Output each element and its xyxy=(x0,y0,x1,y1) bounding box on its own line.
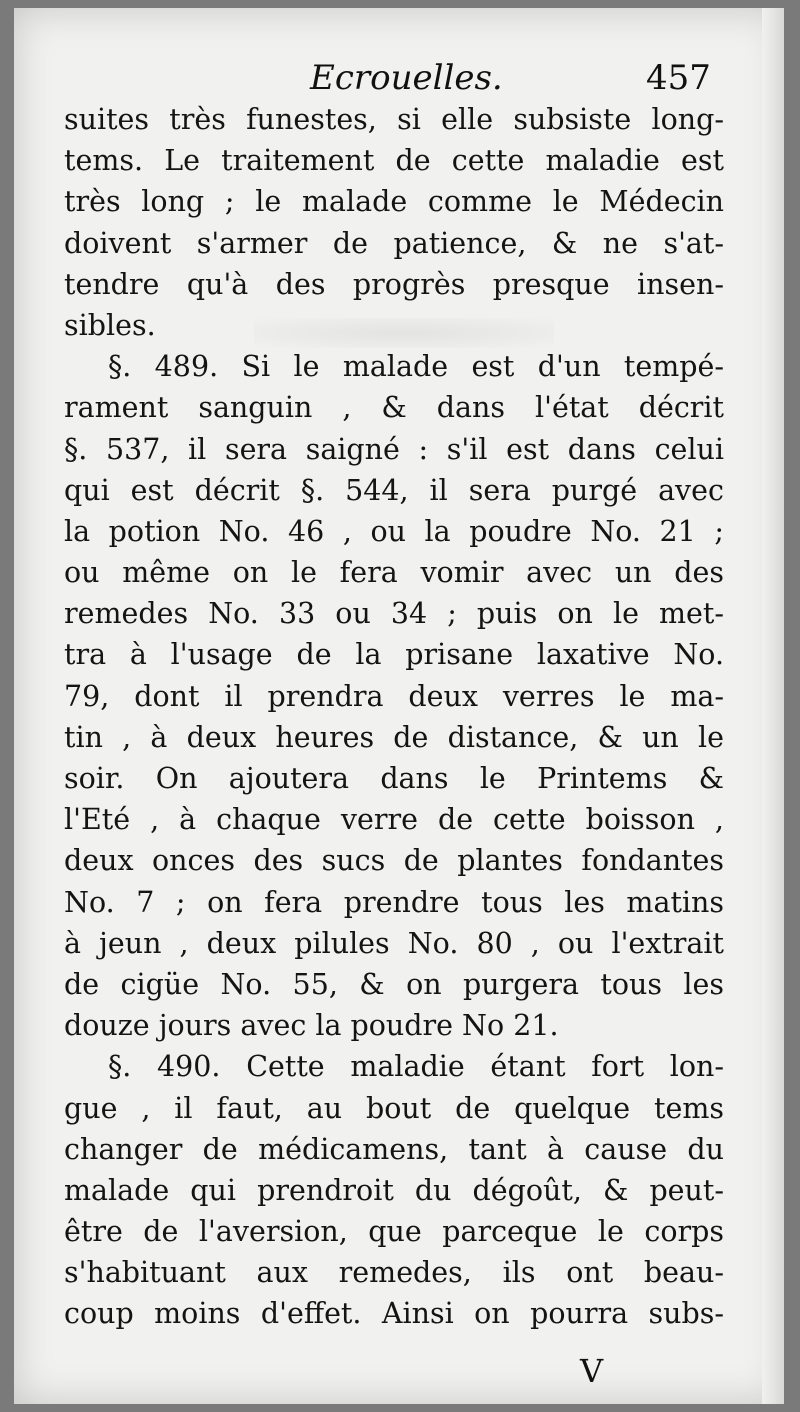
text-line: sibles. xyxy=(64,308,156,342)
text-line: douze jours avec la poudre No 21. xyxy=(64,1009,559,1043)
text-line: gue , il faut, au bout de quelque tems xyxy=(64,1091,724,1125)
text-line: rament sanguin , & dans l'état décrit xyxy=(64,391,724,425)
text-line: l'Eté , à chaque verre de cette boisson , xyxy=(64,803,724,837)
text-line: de cigüe No. 55, & on purgera tous les xyxy=(64,967,724,1001)
text-line: suites très funestes, si elle subsiste long- xyxy=(64,103,724,136)
text-line: qui est décrit §. 544, il sera purgé avec xyxy=(64,473,724,507)
text-line: s'habituant aux remedes, ils ont beau- xyxy=(64,1256,724,1290)
body-text xyxy=(64,103,724,1342)
page-header xyxy=(14,58,784,108)
text-line: très long ; le malade comme le Médecin xyxy=(64,185,724,219)
text-line: être de l'aversion, que parceque le corps xyxy=(64,1215,724,1249)
running-title: Ecrouelles. xyxy=(310,58,503,98)
text-line: coup moins d'effet. Ainsi on pourra subs- xyxy=(64,1297,724,1331)
paragraph-start-489: §. 489. Si le malade est d'un tempé- xyxy=(108,350,724,384)
text-line: No. 7 ; on fera prendre tous les matins xyxy=(64,885,724,919)
text-line: tems. Le traitement de cette maladie est xyxy=(64,144,724,178)
text-line: changer de médicamens, tant à cause du xyxy=(64,1132,724,1166)
text-line: malade qui prendroit du dégoût, & peut- xyxy=(64,1173,724,1207)
text-line: 79, dont il prendra deux verres le ma- xyxy=(64,679,724,713)
text-line: §. 537, il sera saigné : s'il est dans celui xyxy=(64,432,724,466)
text-line: tin , à deux heures de distance, & un le xyxy=(64,720,724,754)
text-line: deux onces des sucs de plantes fondantes xyxy=(64,844,724,878)
catchword: V xyxy=(580,1352,604,1390)
page-number: 457 xyxy=(646,58,711,98)
text-line: tendre qu'à des progrès presque insen- xyxy=(64,267,724,301)
text-line: doivent s'armer de patience, & ne s'at- xyxy=(64,226,724,260)
book-page xyxy=(14,8,784,1404)
text-line: ou même on le fera vomir avec un des xyxy=(64,556,724,590)
page-edge-shadow xyxy=(762,8,784,1404)
text-line: à jeun , deux pilules No. 80 , ou l'extrait xyxy=(64,926,724,960)
text-line: soir. On ajoutera dans le Printems & xyxy=(64,762,724,795)
paragraph-start-490: §. 490. Cette maladie étant fort lon- xyxy=(108,1050,724,1084)
text-line: remedes No. 33 ou 34 ; puis on le met- xyxy=(64,597,724,631)
text-line: tra à l'usage de la prisane laxative No. xyxy=(64,638,724,672)
text-line: la potion No. 46 , ou la poudre No. 21 ; xyxy=(64,514,724,548)
